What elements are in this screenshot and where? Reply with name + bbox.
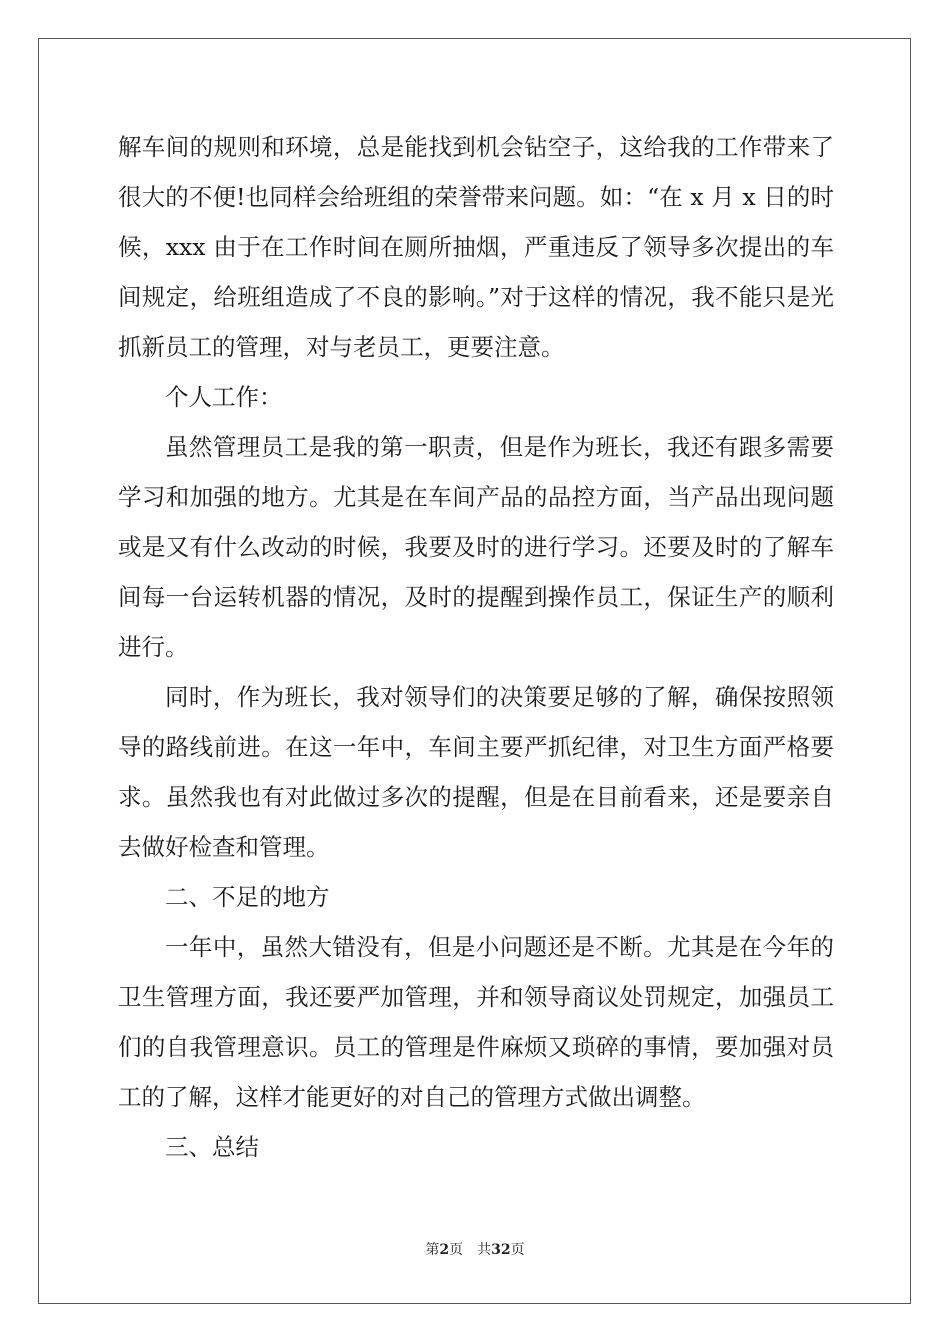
current-page-number: 2 [439,1242,450,1258]
paragraph-body: 虽然管理员工是我的第一职责，但是作为班长，我还有跟多需要学习和加强的地方。尤其是在车间产品的品控方面，当产品出现问题或是又有什么改动的时候，我要及时的进行学习。还要及时的了解车间每一台运转机器的情况，及时的提醒到操作员工，保证生产的顺利进行。 [118,433,834,661]
page-suffix: 页 [449,1242,464,1258]
paragraph-body: 一年中，虽然大错没有，但是小问题还是不断。尤其是在今年的卫生管理方面，我还要严加管理，并和领导商议处罚规定，加强员工们的自我管理意识。员工的管理是件麻烦又琐碎的事情，要加强对员工的了解，这样才能更好的对自己的管理方式做出调整。 [118,933,834,1111]
paragraph-body: 同时，作为班长，我对领导们的决策要足够的了解，确保按照领导的路线前进。在这一年中，车间主要严抓纪律，对卫生方面严格要求。虽然我也有对此做过多次的提醒，但是在目前看来，还是要亲自去做好检查和管理。 [118,683,834,861]
document-body [118,122,834,1172]
total-pages-label [477,1242,524,1258]
page-footer [0,1240,950,1260]
section-heading-personal-work: 个人工作： [165,383,283,411]
total-pages-number: 32 [491,1242,511,1258]
total-suffix: 页 [510,1242,525,1258]
section-heading-shortcomings: 二、不足的地方 [165,883,330,911]
total-prefix: 共 [477,1242,492,1258]
paragraph-continuation: 解车间的规则和环境，总是能找到机会钻空子，这给我的工作带来了很大的不便!也同样会给班组的荣誉带来问题。如：“在 x 月 x 日的时候，xxx 由于在工作时间在厕所抽烟，严重违反了领导多次提出的车间规定，给班组造成了不良的影响。”对于这样的情况，我不能只是光抓新员工的管理，对与老员工，更要注意。 [118,133,834,361]
page-number-label [425,1242,463,1258]
section-heading-summary: 三、总结 [165,1133,259,1161]
page-prefix: 第 [425,1242,440,1258]
